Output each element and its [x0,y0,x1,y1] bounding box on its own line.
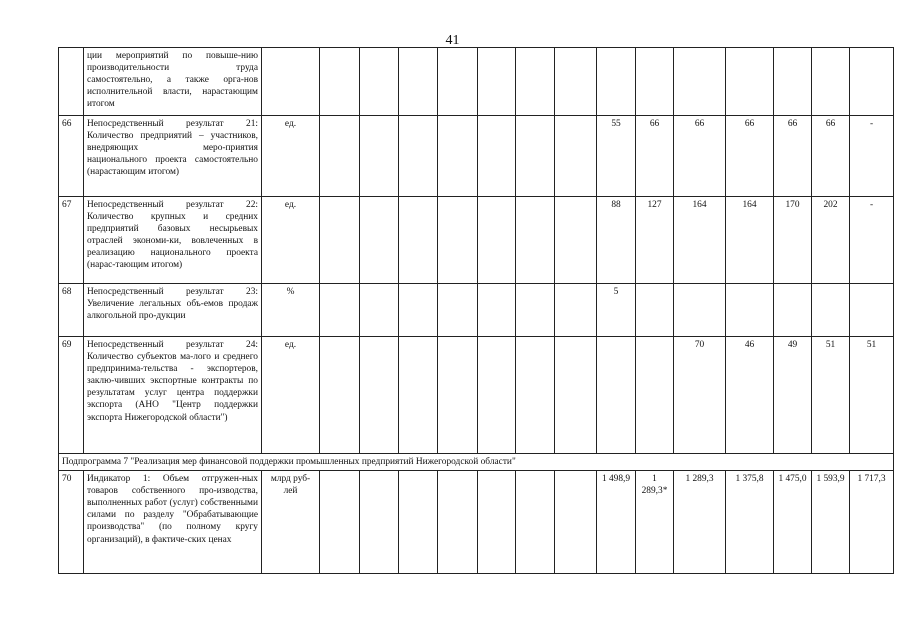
value-cell [320,116,360,197]
value-cell [812,284,850,337]
row-number: 67 [59,197,84,284]
value-cell [555,337,597,454]
indicator-text: ции мероприятий по повыше-нию производительности труда самостоятельно, а также орга-нов исполнительной власти, нарастающим итогом [84,48,262,116]
value-cell: 202 [812,197,850,284]
value-cell [555,284,597,337]
value-cell [399,116,438,197]
value-cell [478,197,516,284]
value-cell: 1 717,3 [850,471,894,574]
value-cell: 164 [726,197,774,284]
value-cell [555,116,597,197]
value-cell: 70 [674,337,726,454]
value-cell [478,48,516,116]
value-cell: - [850,116,894,197]
value-cell: 1 289,3 [674,471,726,574]
table-row [59,197,894,284]
value-cell: 88 [597,197,636,284]
value-cell: 49 [774,337,812,454]
value-cell [674,284,726,337]
value-cell [850,48,894,116]
value-cell: 1 375,8 [726,471,774,574]
subprogram-title: Подпрограмма 7 "Реализация мер финансовой поддержки промышленных предприятий Нижегородской области" [59,454,894,471]
value-cell [360,471,399,574]
value-cell [774,48,812,116]
value-cell [360,197,399,284]
value-cell [597,48,636,116]
value-cell: - [850,197,894,284]
indicator-table [58,47,894,574]
value-cell [555,48,597,116]
value-cell [438,197,478,284]
value-cell [636,48,674,116]
value-cell [360,337,399,454]
value-cell [320,197,360,284]
row-number: 70 [59,471,84,574]
value-cell [555,197,597,284]
value-cell: 5 [597,284,636,337]
value-cell [320,471,360,574]
value-cell [555,471,597,574]
value-cell [438,284,478,337]
value-cell: 66 [674,116,726,197]
value-cell [478,337,516,454]
value-cell [516,197,555,284]
value-cell: 51 [850,337,894,454]
subprogram-row [59,454,894,471]
value-cell [516,284,555,337]
value-cell [636,284,674,337]
value-cell: 66 [812,116,850,197]
value-cell: 1 475,0 [774,471,812,574]
indicator-text: Непосредственный результат 21: Количество предприятий – участников, внедряющих меро-приятия национального проекта самостоятельно (нарастающим итогом) [84,116,262,197]
value-cell [726,284,774,337]
page-number: 41 [445,33,460,48]
unit-cell: ед. [262,337,320,454]
indicator-text: Индикатор 1: Объем отгружен-ных товаров собственного про-изводства, выполненных работ (услуг) собственными силами по разделу "Обрабатывающие производства" (по полному кругу организаций), в фактиче-ских ценах [84,471,262,574]
indicator-text: Непосредственный результат 22: Количество крупных и средних предприятий базовых несырьевых отраслей экономи-ки, вовлеченных в реализацию национального проекта (нарас-тающим итогом) [84,197,262,284]
row-number: 66 [59,116,84,197]
value-cell: 1 593,9 [812,471,850,574]
value-cell [516,471,555,574]
value-cell [360,48,399,116]
value-cell: 1 498,9 [597,471,636,574]
value-cell: 51 [812,337,850,454]
value-cell [438,337,478,454]
value-cell [320,337,360,454]
value-cell: 66 [774,116,812,197]
unit-cell: ед. [262,116,320,197]
row-number: 69 [59,337,84,454]
value-cell [360,284,399,337]
value-cell: 46 [726,337,774,454]
row-number: 68 [59,284,84,337]
value-cell: 1 289,3* [636,471,674,574]
value-cell [399,284,438,337]
indicator-text: Непосредственный результат 23: Увеличение легальных объ-емов продаж алкогольной про-дукции [84,284,262,337]
value-cell [438,471,478,574]
value-cell [438,116,478,197]
value-cell: 164 [674,197,726,284]
value-cell [516,116,555,197]
table-row [59,48,894,116]
value-cell [478,116,516,197]
value-cell [774,284,812,337]
value-cell: 66 [636,116,674,197]
unit-cell: ед. [262,197,320,284]
indicator-text: Непосредственный результат 24: Количество субъектов ма-лого и среднего предпринима-тельства - экспортеров, заклю-чивших экспортные контракты по результатам услуг центра поддержки экспорта (АНО "Центр поддержки экспорта Нижегородской области") [84,337,262,454]
value-cell [850,284,894,337]
value-cell [399,48,438,116]
unit-cell: % [262,284,320,337]
value-cell [438,48,478,116]
value-cell [674,48,726,116]
unit-cell [262,48,320,116]
value-cell: 170 [774,197,812,284]
value-cell [320,48,360,116]
value-cell [812,48,850,116]
value-cell [399,337,438,454]
table-row [59,284,894,337]
unit-cell: млрд руб-лей [262,471,320,574]
value-cell: 66 [726,116,774,197]
value-cell [516,48,555,116]
value-cell [399,197,438,284]
value-cell: 127 [636,197,674,284]
value-cell [320,284,360,337]
value-cell [478,284,516,337]
table-row [59,471,894,574]
value-cell [726,48,774,116]
value-cell [516,337,555,454]
value-cell [399,471,438,574]
row-number [59,48,84,116]
table-row [59,337,894,454]
value-cell [478,471,516,574]
table-row [59,116,894,197]
value-cell [360,116,399,197]
value-cell [597,337,636,454]
value-cell: 55 [597,116,636,197]
value-cell [636,337,674,454]
